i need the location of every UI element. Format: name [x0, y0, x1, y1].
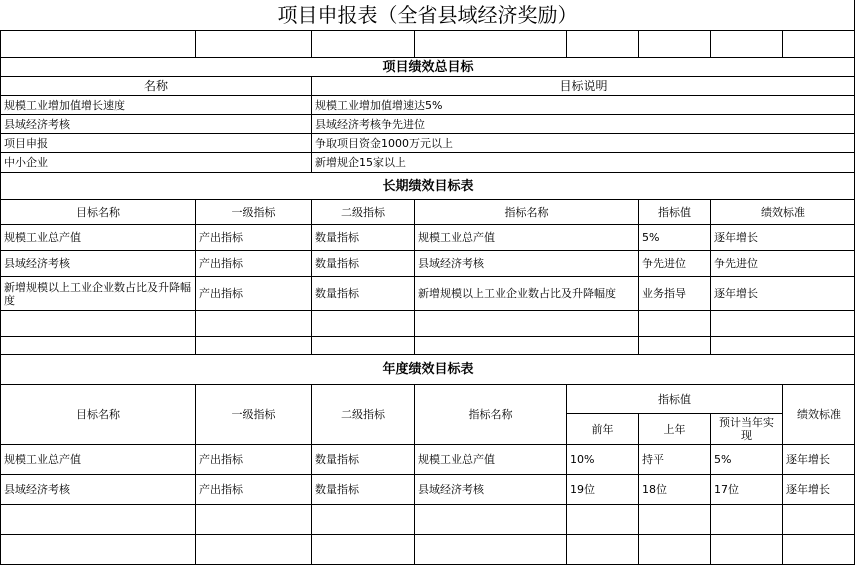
empty-cell [414, 504, 566, 534]
longterm-header: 指标值 [638, 199, 710, 224]
annual-header-last: 上年 [638, 413, 710, 444]
empty-cell [414, 534, 566, 565]
empty-cell [638, 310, 710, 336]
empty-cell [638, 336, 710, 354]
annual-cell: 17位 [710, 474, 782, 504]
longterm-cell: 产出指标 [195, 224, 311, 250]
summary-col-name: 名称 [0, 76, 311, 95]
longterm-cell: 县域经济考核 [414, 250, 638, 276]
longterm-header: 指标名称 [414, 199, 638, 224]
annual-cell: 逐年增长 [782, 474, 855, 504]
annual-header-target: 目标名称 [0, 384, 195, 444]
empty-cell [195, 30, 311, 57]
longterm-cell: 新增规模以上工业企业数占比及升降幅度 [414, 276, 638, 310]
longterm-heading: 长期绩效目标表 [0, 172, 855, 199]
longterm-cell: 数量指标 [311, 250, 414, 276]
annual-header-value: 指标值 [566, 384, 782, 413]
annual-header-indicator: 指标名称 [414, 384, 566, 444]
longterm-cell: 逐年增长 [710, 276, 855, 310]
empty-cell [638, 504, 710, 534]
annual-header-level2: 二级指标 [311, 384, 414, 444]
summary-row-desc: 新增规企15家以上 [311, 152, 855, 172]
annual-cell: 规模工业总产值 [0, 444, 195, 474]
longterm-cell: 县域经济考核 [0, 250, 195, 276]
annual-cell: 逐年增长 [782, 444, 855, 474]
empty-cell [782, 504, 855, 534]
annual-cell: 规模工业总产值 [414, 444, 566, 474]
longterm-cell: 数量指标 [311, 224, 414, 250]
empty-cell [0, 534, 195, 565]
empty-cell [710, 30, 782, 57]
longterm-cell: 产出指标 [195, 276, 311, 310]
annual-cell: 产出指标 [195, 474, 311, 504]
annual-header-prev: 前年 [566, 413, 638, 444]
empty-cell [0, 310, 195, 336]
empty-cell [414, 310, 638, 336]
empty-cell [0, 30, 195, 57]
empty-cell [566, 534, 638, 565]
annual-cell: 10% [566, 444, 638, 474]
summary-row-desc: 县域经济考核争先进位 [311, 114, 855, 133]
annual-header-level1: 一级指标 [195, 384, 311, 444]
longterm-cell: 业务指导 [638, 276, 710, 310]
empty-cell [311, 504, 414, 534]
longterm-cell: 新增规模以上工业企业数占比及升降幅度 [0, 276, 195, 310]
empty-cell [311, 534, 414, 565]
empty-cell [311, 310, 414, 336]
annual-cell: 5% [710, 444, 782, 474]
empty-cell [710, 534, 782, 565]
longterm-header: 绩效标准 [710, 199, 855, 224]
empty-cell [414, 336, 638, 354]
empty-cell [566, 504, 638, 534]
longterm-header: 二级指标 [311, 199, 414, 224]
summary-row-name: 中小企业 [0, 152, 311, 172]
annual-header-standard: 绩效标准 [782, 384, 855, 444]
annual-cell: 19位 [566, 474, 638, 504]
longterm-cell: 规模工业总产值 [414, 224, 638, 250]
annual-cell: 产出指标 [195, 444, 311, 474]
summary-row-desc: 争取项目资金1000万元以上 [311, 133, 855, 152]
summary-row-name: 项目申报 [0, 133, 311, 152]
empty-cell [0, 336, 195, 354]
summary-row-name: 规模工业增加值增长速度 [0, 95, 311, 114]
longterm-header: 一级指标 [195, 199, 311, 224]
longterm-cell: 逐年增长 [710, 224, 855, 250]
summary-col-desc: 目标说明 [311, 76, 855, 95]
annual-cell: 县域经济考核 [0, 474, 195, 504]
empty-cell [0, 504, 195, 534]
annual-cell: 18位 [638, 474, 710, 504]
annual-cell: 持平 [638, 444, 710, 474]
longterm-cell: 5% [638, 224, 710, 250]
longterm-cell: 产出指标 [195, 250, 311, 276]
page-title: 项目申报表（全省县域经济奖励） [277, 2, 578, 27]
empty-cell [782, 30, 855, 57]
empty-cell [195, 534, 311, 565]
empty-cell [566, 30, 638, 57]
longterm-header: 目标名称 [0, 199, 195, 224]
empty-cell [195, 504, 311, 534]
empty-cell [710, 504, 782, 534]
empty-cell [414, 30, 566, 57]
empty-cell [638, 534, 710, 565]
annual-header-expected: 预计当年实现 [710, 413, 782, 444]
empty-cell [195, 310, 311, 336]
longterm-cell: 争先进位 [638, 250, 710, 276]
empty-cell [710, 310, 855, 336]
longterm-cell: 数量指标 [311, 276, 414, 310]
empty-cell [195, 336, 311, 354]
longterm-cell: 争先进位 [710, 250, 855, 276]
annual-heading: 年度绩效目标表 [0, 354, 855, 384]
annual-cell: 数量指标 [311, 444, 414, 474]
empty-cell [311, 30, 414, 57]
annual-cell: 县域经济考核 [414, 474, 566, 504]
empty-cell [782, 534, 855, 565]
annual-cell: 数量指标 [311, 474, 414, 504]
summary-row-name: 县域经济考核 [0, 114, 311, 133]
empty-cell [710, 336, 855, 354]
empty-cell [311, 336, 414, 354]
summary-heading: 项目绩效总目标 [0, 57, 855, 76]
summary-row-desc: 规模工业增加值增速达5% [311, 95, 855, 114]
empty-cell [638, 30, 710, 57]
longterm-cell: 规模工业总产值 [0, 224, 195, 250]
